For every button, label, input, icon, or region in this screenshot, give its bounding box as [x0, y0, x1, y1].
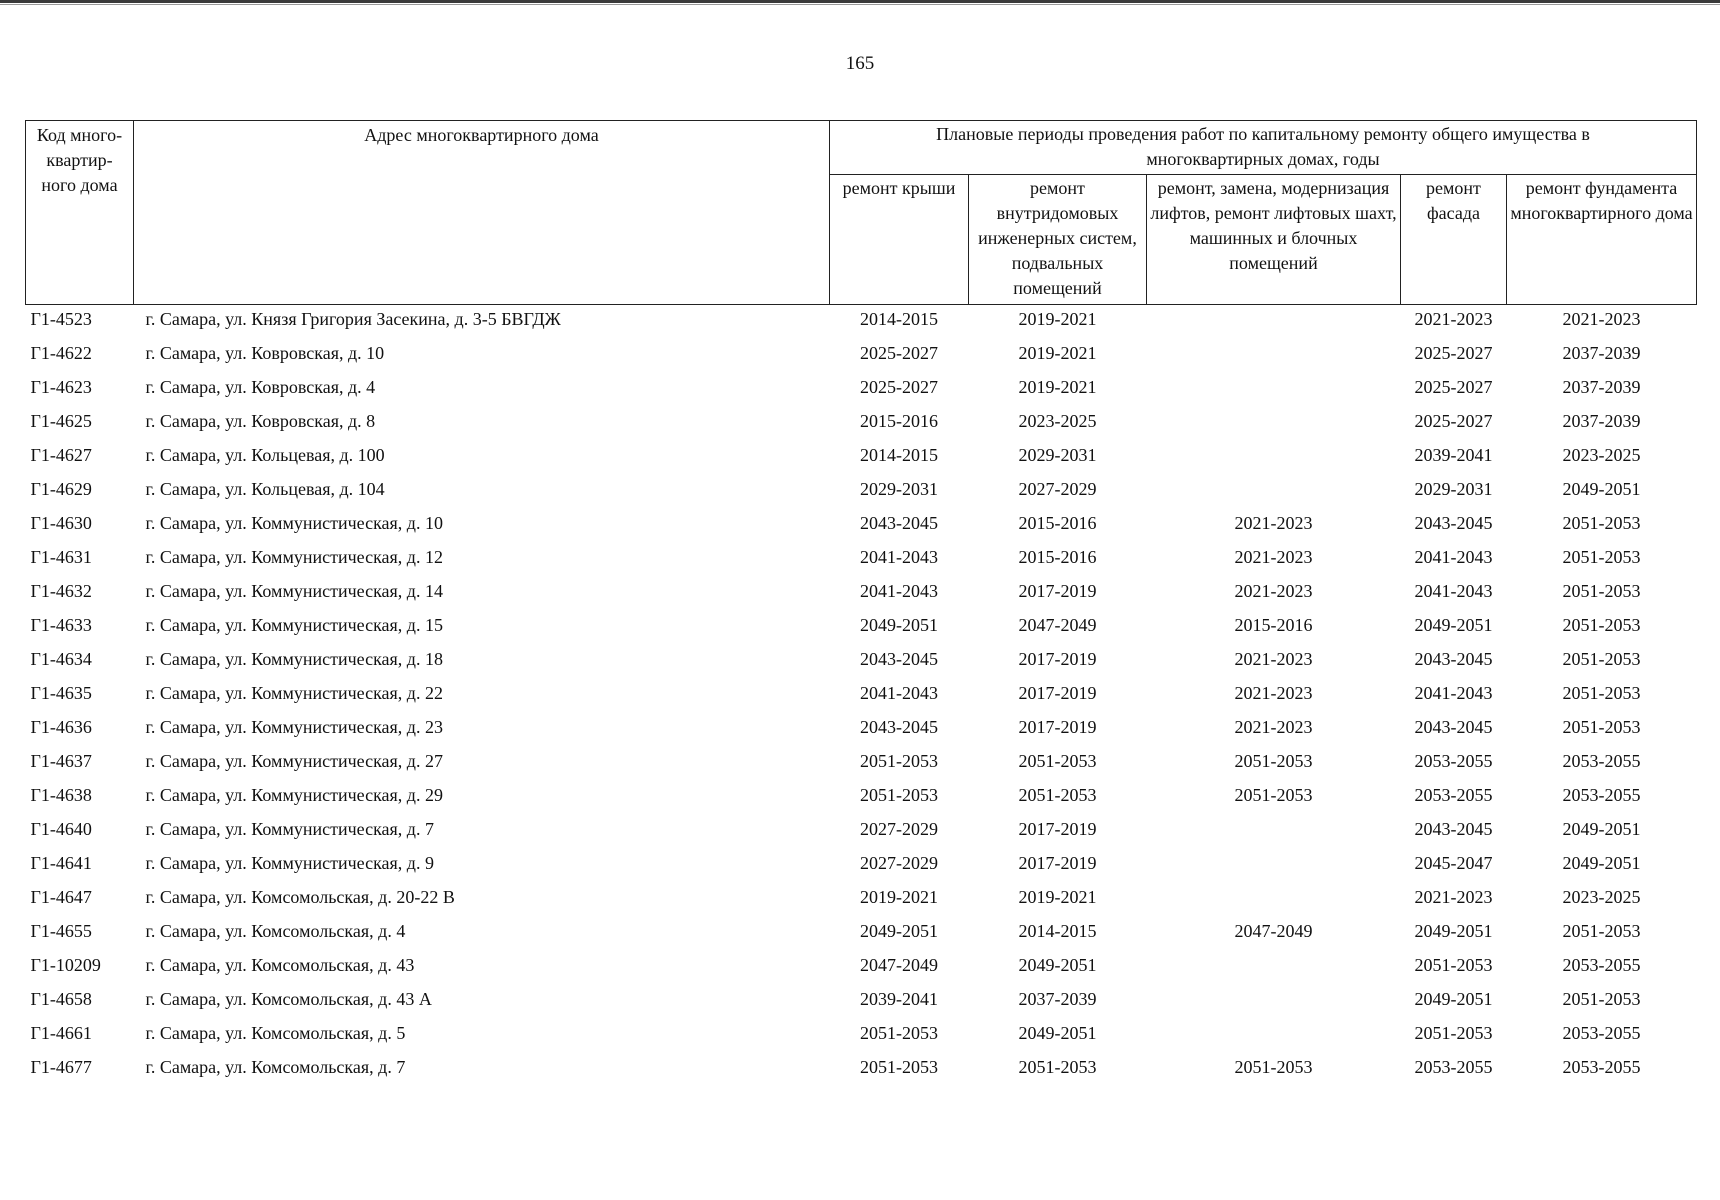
cell-engineering: 2017-2019: [1018, 853, 1097, 873]
cell-address: г. Самара, ул. Ковровская, д. 4: [145, 377, 376, 397]
cell-code: Г1-4631: [30, 547, 92, 567]
cell-address: г. Самара, ул. Кольцевая, д. 100: [145, 445, 385, 465]
cell-lifts: [1147, 341, 1401, 375]
cell-foundation: 2051-2053: [1562, 547, 1641, 567]
cell-code: Г1-10209: [30, 955, 101, 975]
cell-code: Г1-4623: [30, 377, 92, 397]
cell-engineering: 2027-2029: [1018, 479, 1097, 499]
cell-foundation: 2051-2053: [1562, 513, 1641, 533]
cell-facade: 2025-2027: [1414, 411, 1493, 431]
cell-address: г. Самара, ул. Комсомольская, д. 43 А: [145, 989, 432, 1009]
cell-address: г. Самара, ул. Комсомольская, д. 7: [145, 1057, 406, 1077]
table-row: [26, 375, 1697, 409]
cell-facade: 2053-2055: [1414, 785, 1493, 805]
cell-lifts: [1147, 443, 1401, 477]
cell-foundation: 2049-2051: [1562, 853, 1641, 873]
scan-top-edge: [0, 0, 1720, 3]
cell-address: г. Самара, ул. Кольцевая, д. 104: [145, 479, 385, 499]
cell-facade: 2041-2043: [1414, 547, 1493, 567]
cell-lifts: 2051-2053: [1234, 1057, 1313, 1077]
table-row: [26, 681, 1697, 715]
header-lifts: ремонт, замена, модернизация лифтов, ремонт лифтовых шахт, машинных и блочных помещений: [1147, 175, 1401, 305]
cell-code: Г1-4622: [30, 343, 92, 363]
cell-code: Г1-4637: [30, 751, 92, 771]
cell-code: Г1-4625: [30, 411, 92, 431]
header-foundation: ремонт фундамента многоквартирного дома: [1507, 175, 1697, 305]
cell-lifts: [1147, 409, 1401, 443]
cell-engineering: 2017-2019: [1018, 819, 1097, 839]
table-row: [26, 919, 1697, 953]
cell-address: г. Самара, ул. Коммунистическая, д. 9: [145, 853, 434, 873]
cell-roof: 2047-2049: [860, 955, 938, 975]
cell-foundation: 2053-2055: [1562, 751, 1641, 771]
cell-roof: 2027-2029: [860, 819, 938, 839]
cell-lifts: [1147, 885, 1401, 919]
cell-engineering: 2019-2021: [1018, 887, 1097, 907]
header-engineering: ремонт внутридомовых инженерных систем, подвальных помещений: [969, 175, 1147, 305]
cell-facade: 2021-2023: [1414, 309, 1493, 329]
cell-facade: 2043-2045: [1414, 717, 1493, 737]
cell-roof: 2027-2029: [860, 853, 938, 873]
cell-roof: 2049-2051: [860, 921, 938, 941]
cell-address: г. Самара, ул. Коммунистическая, д. 22: [145, 683, 443, 703]
cell-roof: 2015-2016: [860, 411, 938, 431]
cell-address: г. Самара, ул. Коммунистическая, д. 15: [145, 615, 443, 635]
cell-engineering: 2049-2051: [1018, 955, 1097, 975]
cell-engineering: 2015-2016: [1018, 547, 1097, 567]
table-row: [26, 511, 1697, 545]
cell-foundation: 2051-2053: [1562, 581, 1641, 601]
cell-code: Г1-4636: [30, 717, 92, 737]
table-row: [26, 715, 1697, 749]
cell-engineering: 2019-2021: [1018, 343, 1097, 363]
cell-foundation: 2051-2053: [1562, 649, 1641, 669]
cell-foundation: 2051-2053: [1562, 921, 1641, 941]
cell-lifts: [1147, 1021, 1401, 1055]
cell-address: г. Самара, ул. Коммунистическая, д. 23: [145, 717, 443, 737]
cell-foundation: 2051-2053: [1562, 615, 1641, 635]
cell-lifts: 2015-2016: [1234, 615, 1313, 635]
cell-code: Г1-4632: [30, 581, 92, 601]
cell-foundation: 2021-2023: [1562, 309, 1641, 329]
cell-roof: 2043-2045: [860, 513, 938, 533]
table-row: [26, 305, 1697, 342]
cell-foundation: 2051-2053: [1562, 989, 1641, 1009]
cell-address: г. Самара, ул. Коммунистическая, д. 10: [145, 513, 443, 533]
cell-foundation: 2053-2055: [1562, 1023, 1641, 1043]
cell-roof: 2041-2043: [860, 547, 938, 567]
cell-code: Г1-4633: [30, 615, 92, 635]
cell-address: г. Самара, ул. Князя Григория Засекина, д. 3-5 БВГДЖ: [145, 309, 561, 329]
cell-lifts: [1147, 851, 1401, 885]
table-row: [26, 613, 1697, 647]
table-row: [26, 341, 1697, 375]
cell-address: г. Самара, ул. Ковровская, д. 10: [145, 343, 385, 363]
cell-facade: 2045-2047: [1414, 853, 1493, 873]
cell-code: Г1-4677: [30, 1057, 92, 1077]
cell-roof: 2043-2045: [860, 717, 938, 737]
cell-foundation: 2023-2025: [1562, 445, 1641, 465]
cell-address: г. Самара, ул. Коммунистическая, д. 27: [145, 751, 443, 771]
cell-facade: 2025-2027: [1414, 377, 1493, 397]
cell-engineering: 2017-2019: [1018, 683, 1097, 703]
cell-roof: 2039-2041: [860, 989, 938, 1009]
cell-lifts: 2051-2053: [1234, 785, 1313, 805]
cell-address: г. Самара, ул. Ковровская, д. 8: [145, 411, 376, 431]
table-row: [26, 477, 1697, 511]
cell-engineering: 2051-2053: [1018, 1057, 1097, 1077]
cell-foundation: 2037-2039: [1562, 343, 1641, 363]
table-row: [26, 545, 1697, 579]
table-row: [26, 579, 1697, 613]
cell-foundation: 2049-2051: [1562, 819, 1641, 839]
cell-facade: 2043-2045: [1414, 819, 1493, 839]
cell-facade: 2025-2027: [1414, 343, 1493, 363]
table-row: [26, 749, 1697, 783]
cell-address: г. Самара, ул. Комсомольская, д. 20-22 В: [145, 887, 455, 907]
cell-facade: 2053-2055: [1414, 751, 1493, 771]
header-facade: ремонт фасада: [1401, 175, 1507, 305]
table-row: [26, 987, 1697, 1021]
cell-engineering: 2051-2053: [1018, 751, 1097, 771]
cell-address: г. Самара, ул. Коммунистическая, д. 18: [145, 649, 443, 669]
cell-lifts: [1147, 477, 1401, 511]
table-row: [26, 647, 1697, 681]
cell-lifts: [1147, 305, 1401, 342]
cell-lifts: [1147, 987, 1401, 1021]
cell-roof: 2051-2053: [860, 1057, 938, 1077]
cell-facade: 2053-2055: [1414, 1057, 1493, 1077]
cell-code: Г1-4523: [30, 309, 92, 329]
table-row: [26, 783, 1697, 817]
table-row: [26, 1021, 1697, 1055]
cell-code: Г1-4630: [30, 513, 92, 533]
cell-foundation: 2037-2039: [1562, 411, 1641, 431]
cell-roof: 2014-2015: [860, 445, 938, 465]
cell-code: Г1-4647: [30, 887, 92, 907]
cell-roof: 2041-2043: [860, 683, 938, 703]
cell-roof: 2025-2027: [860, 377, 938, 397]
cell-address: г. Самара, ул. Коммунистическая, д. 12: [145, 547, 443, 567]
cell-foundation: 2037-2039: [1562, 377, 1641, 397]
cell-lifts: 2021-2023: [1234, 683, 1313, 703]
header-periods: Плановые периоды проведения работ по капитальному ремонту общего имущества в многоквартирных домах, годы: [830, 121, 1697, 175]
cell-address: г. Самара, ул. Коммунистическая, д. 7: [145, 819, 434, 839]
cell-code: Г1-4658: [30, 989, 92, 1009]
header-code-line: ного дома: [41, 175, 118, 195]
cell-facade: 2041-2043: [1414, 683, 1493, 703]
cell-engineering: 2019-2021: [1018, 309, 1097, 329]
cell-engineering: 2037-2039: [1018, 989, 1097, 1009]
cell-code: Г1-4641: [30, 853, 92, 873]
cell-roof: 2025-2027: [860, 343, 938, 363]
cell-facade: 2049-2051: [1414, 615, 1493, 635]
cell-facade: 2051-2053: [1414, 1023, 1493, 1043]
cell-code: Г1-4629: [30, 479, 92, 499]
cell-lifts: 2051-2053: [1234, 751, 1313, 771]
cell-roof: 2051-2053: [860, 751, 938, 771]
cell-code: Г1-4640: [30, 819, 92, 839]
cell-lifts: [1147, 953, 1401, 987]
cell-lifts: 2021-2023: [1234, 717, 1313, 737]
cell-roof: 2014-2015: [860, 309, 938, 329]
cell-code: Г1-4661: [30, 1023, 92, 1043]
scan-top-edge-line: [0, 4, 1720, 5]
header-roof: ремонт крыши: [830, 175, 969, 305]
cell-engineering: 2049-2051: [1018, 1023, 1097, 1043]
cell-lifts: [1147, 817, 1401, 851]
cell-lifts: [1147, 375, 1401, 409]
header-code-line: Код много-: [36, 125, 123, 145]
cell-facade: 2021-2023: [1414, 887, 1493, 907]
table-row: [26, 885, 1697, 919]
cell-foundation: 2051-2053: [1562, 717, 1641, 737]
table-header: [26, 121, 1697, 305]
cell-foundation: 2051-2053: [1562, 683, 1641, 703]
cell-engineering: 2047-2049: [1018, 615, 1097, 635]
cell-facade: 2039-2041: [1414, 445, 1493, 465]
cell-address: г. Самара, ул. Коммунистическая, д. 14: [145, 581, 443, 601]
cell-foundation: 2049-2051: [1562, 479, 1641, 499]
cell-code: Г1-4655: [30, 921, 92, 941]
table-body: [26, 305, 1697, 1090]
cell-roof: 2041-2043: [860, 581, 938, 601]
cell-facade: 2041-2043: [1414, 581, 1493, 601]
cell-code: Г1-4634: [30, 649, 92, 669]
header-code: [26, 121, 134, 305]
cell-code: Г1-4635: [30, 683, 92, 703]
cell-engineering: 2017-2019: [1018, 649, 1097, 669]
cell-lifts: 2047-2049: [1234, 921, 1313, 941]
cell-lifts: 2021-2023: [1234, 513, 1313, 533]
cell-engineering: 2017-2019: [1018, 581, 1097, 601]
cell-foundation: 2053-2055: [1562, 785, 1641, 805]
cell-code: Г1-4638: [30, 785, 92, 805]
cell-facade: 2049-2051: [1414, 921, 1493, 941]
table-row: [26, 817, 1697, 851]
cell-roof: 2051-2053: [860, 1023, 938, 1043]
cell-engineering: 2051-2053: [1018, 785, 1097, 805]
header-address: Адрес многоквартирного дома: [134, 121, 830, 305]
cell-roof: 2051-2053: [860, 785, 938, 805]
cell-address: г. Самара, ул. Комсомольская, д. 4: [145, 921, 406, 941]
cell-address: г. Самара, ул. Комсомольская, д. 5: [145, 1023, 406, 1043]
cell-roof: 2049-2051: [860, 615, 938, 635]
repair-plan-table: [25, 120, 1697, 1089]
cell-lifts: 2021-2023: [1234, 547, 1313, 567]
cell-lifts: 2021-2023: [1234, 581, 1313, 601]
cell-facade: 2051-2053: [1414, 955, 1493, 975]
cell-address: г. Самара, ул. Комсомольская, д. 43: [145, 955, 415, 975]
cell-code: Г1-4627: [30, 445, 92, 465]
cell-foundation: 2053-2055: [1562, 1057, 1641, 1077]
cell-foundation: 2053-2055: [1562, 955, 1641, 975]
page-number: 165: [845, 53, 875, 74]
cell-engineering: 2029-2031: [1018, 445, 1097, 465]
cell-foundation: 2023-2025: [1562, 887, 1641, 907]
cell-engineering: 2015-2016: [1018, 513, 1097, 533]
cell-engineering: 2019-2021: [1018, 377, 1097, 397]
cell-engineering: 2014-2015: [1018, 921, 1097, 941]
cell-lifts: 2021-2023: [1234, 649, 1313, 669]
cell-engineering: 2017-2019: [1018, 717, 1097, 737]
cell-roof: 2019-2021: [860, 887, 938, 907]
cell-roof: 2043-2045: [860, 649, 938, 669]
cell-engineering: 2023-2025: [1018, 411, 1097, 431]
table-row: [26, 443, 1697, 477]
table-row: [26, 1055, 1697, 1089]
cell-roof: 2029-2031: [860, 479, 938, 499]
table-row: [26, 409, 1697, 443]
cell-facade: 2029-2031: [1414, 479, 1493, 499]
cell-address: г. Самара, ул. Коммунистическая, д. 29: [145, 785, 443, 805]
cell-facade: 2043-2045: [1414, 513, 1493, 533]
cell-facade: 2049-2051: [1414, 989, 1493, 1009]
header-code-line: квартир-: [46, 150, 113, 170]
cell-facade: 2043-2045: [1414, 649, 1493, 669]
table-row: [26, 953, 1697, 987]
table-row: [26, 851, 1697, 885]
